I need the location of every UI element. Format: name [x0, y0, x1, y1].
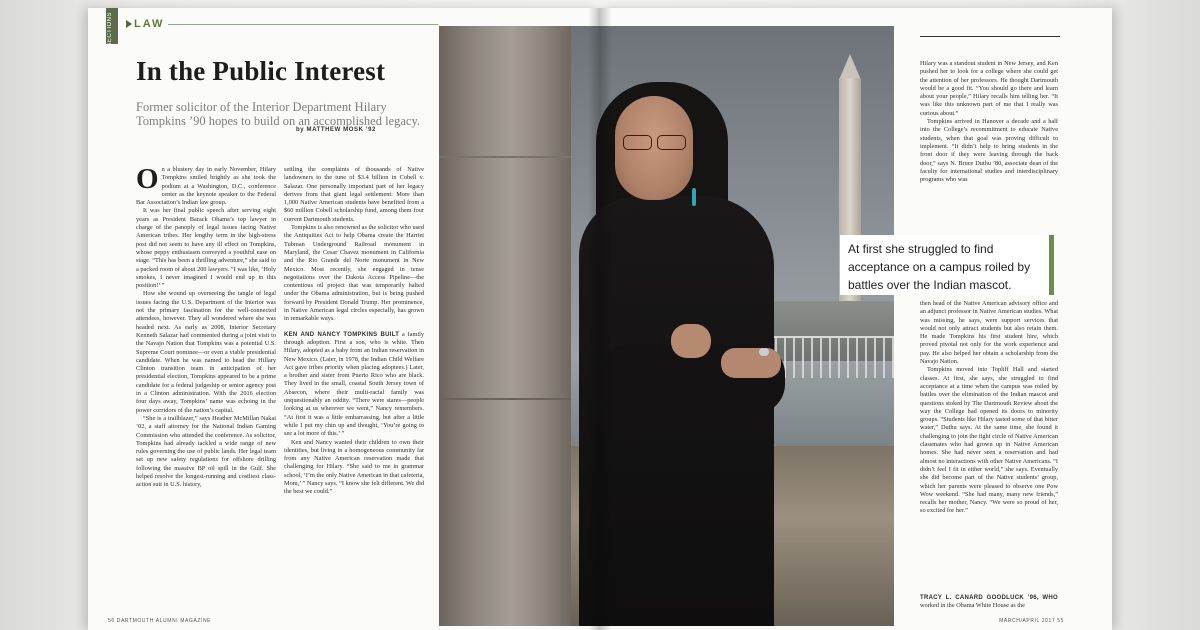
column-seam	[439, 398, 571, 400]
folio-right: MARCH/APRIL 2017 55	[999, 618, 1064, 624]
section-label: LAW	[134, 18, 165, 30]
paragraph	[284, 331, 424, 439]
paragraph: settling the complaints of thousands of Native landowners to the tune of $3.4 billion in Cobell v. Salazar. One personally important part of her legacy derives from that giant legal settlement: More than 1,000 Native American students have benefited from a $60 million Cobell scholarship fund, among them four current Dartmouth students.	[284, 166, 424, 223]
washington-monument	[839, 78, 861, 338]
headline: In the Public Interest	[136, 56, 386, 86]
paragraph-text: worked in the Obama White House as the	[920, 602, 1025, 610]
subject-hand	[671, 324, 711, 358]
paragraph: How she wound up overseeing the tangle of legal issues facing the U.S. Department of the Interior was not the primary fascination for the well-connected attendees, however. They all wondered where she was headed next. As early as 2008, Interior Secretary Kenneth Salazar had commented during a joint visit to the Navajo Nation that Tompkins was a potential U.S. Supreme Court nominee—or even a viable presidential candidate. When he was named to head the Hillary Clinton transition team in anticipation of her presidential election, Tompkins appeared to be a prime candidate for a federal judgeship or senior agency post in a Clinton administration. With the 2016 election four days away, Tompkins’ name was echoing in the power corridors of the nation’s capital.	[136, 290, 276, 414]
magazine-spread	[88, 8, 1112, 630]
paragraph: It was her final public speech after serving eight years as President Barack Obama’s top lawyer in charge of the panoply of legal issues facing Native American tribes. Her lengthy term in the high-stress post did not seem to have any ill effect on Tompkins, whose peppy enthusiasm conveyed a youthful ease on stage. “This has been a thrilling adventure,” she said to a packed room of about 200 lawyers. “I was like, ‘Holy smokes, I never imagined I would end up in this position!’ ”	[136, 207, 276, 290]
dropcap: O	[136, 166, 159, 195]
top-rule	[920, 36, 1060, 37]
text-column-1	[136, 166, 276, 614]
paragraph: Tompkins is also renowned as the solicitor who used the Antiquities Act to help Obama create the Harriet Tubman Underground Railroad monument in Maryland, the Cesar Chavez monument in California and the Rio Grande del Norte monument in New Mexico. Most recently, she engaged in tense negotiations over the Dakota Access Pipeline—the contentious oil project that was temporarily halted under the Obama administration, but is being pushed forward by President Donald Trump. Her prominence, in Native American legal circles especially, has grown in remarkable ways.	[284, 224, 424, 323]
text-column-3	[920, 60, 1058, 230]
pull-quote	[840, 235, 1054, 295]
stone-column	[439, 26, 571, 626]
section-arrow-icon	[126, 20, 132, 28]
column-seam	[439, 156, 571, 158]
monument-tip	[839, 54, 861, 80]
section-tab	[106, 8, 118, 47]
text-column-4	[920, 300, 1058, 562]
paragraph: Ken and Nancy wanted their children to own their identities, but living in a homogeneous community far from any Native American reservation made that challenging for Hilary. “She said to me in grammar school, ‘I’m the only Native American in that cafeteria, Mom,’ ” Nancy says. “I know she felt different. We did the best we could.”	[284, 438, 424, 496]
pull-quote-text: At first she struggled to find acceptance on a campus roiled by battles over the Indian mascot.	[848, 242, 1031, 292]
paragraph: Tompkins moved into Topliff Hall and started classes. At first, she says, she struggled to find acceptance at a time when the campus was roiled by battles over the elimination of the Indian mascot and questions stoked by The Dartmouth Review about the way the College had opened its doors to minority groups. “Students like Hilary tasted some of that bitter water,” Duthu says. At the same time, she found it challenging to join the tight circle of Native American classmates who had grown up in Native American homes. She had never seen a reservation and had almost no interactions with other Native Americans. “I didn’t feel I fit in either world,” she says. Eventually she did become part of the Native students’ group, which her parents were pleased to observe one Pow Wow weekend. “She had many, many new friends,” recalls her mother, Nancy. “We were so proud of her, so excited for her.”	[920, 366, 1058, 515]
subject-hand	[721, 348, 781, 378]
dek: Former solicitor of the Interior Department Hilary Tompkins ’90 hopes to build on an accomplished legacy.	[136, 100, 421, 128]
glasses-icon	[623, 135, 687, 149]
paragraph-text: a family through adoption. First a son, who is white. Then Hilary, adopted as a baby from an Indian reservation in New Mexico. (Later, in 1978, the Indian Child Welfare Act gave tribes priority when placing adoptees.) Later, a brother and sister from Puerto Rico who are black. They lived in the small, coastal South Jersey town of Absecon, where their multi-racial family was unquestionably an oddity. “There were stares—people looking at us wherever we went,” Nancy remembers. “At first it was a little embarrassing, but after a little while I put my chin up and thought, ‘You’re going to see a lot more of this.’ ”	[284, 330, 424, 438]
lead-caps: TRACY L. CANARD GOODLUCK ’96, WHO	[920, 595, 1058, 601]
text-column-2	[284, 166, 424, 614]
paragraph	[920, 594, 1058, 611]
turquoise-earring	[692, 188, 696, 206]
portrait-photo	[439, 26, 894, 626]
paragraph: then head of the Native American advisory office and an adjunct professor in Native American studies. What was missing, he says, were support services that would not only attract students but also retain them. He made Tompkins his first student hire, which proved pivotal not only for the work experience and pay. He also helped her obtain a scholarship from the Navajo Nation.	[920, 300, 1058, 366]
paragraph	[136, 166, 276, 207]
lead-caps: KEN AND NANCY TOMPKINS BUILT	[284, 331, 400, 338]
paragraph: Tompkins arrived in Hanover a decade and a half into the College’s recommitment to educate Native students, when that goal was proving difficult to implement. “It didn’t help to bring students in the front door if they were leaving through the back door,” says N. Bruce Duthu ’80, associate dean of the faculty for international studies and interdisciplinary programs who was	[920, 118, 1058, 184]
byline: by MATTHEW MOSK ’92	[296, 127, 376, 133]
paragraph: “She is a trailblazer,” says Heather McMillan Nakai ’02, a staff attorney for the National Indian Gaming Commission who attended the conference. As solicitor, Tompkins had already tackled a wide range of new rules governing the use of public lands. Her legal team set up new safety regulations for offshore drilling following the massive BP oil spill in the Gulf. She helped resolve the longest-running and costliest class-action suit in U.S. history,	[136, 414, 276, 489]
section-rule	[168, 24, 438, 25]
section-tab-label: SECTIONS	[107, 12, 113, 47]
folio-left: 56 DARTMOUTH ALUMNI MAGAZINE	[108, 618, 212, 624]
text-column-5	[920, 594, 1058, 622]
paragraph-text: n a blustery day in early November, Hilary Tompkins smiled brightly as she took the podium at a Washington, D.C., conference center as the keynote speaker to the Federal Bar Association’s Indian law group.	[136, 166, 276, 207]
paragraph: Hilary was a standout student in New Jersey, and Ken pushed her to look for a college where she could get the attention of her professors. He thought Dartmouth would be a good fit. “You should go there and learn about your people,” Hilary recalls him telling her. “It was like this unknown part of me that I really was curious about.”	[920, 60, 1058, 117]
ring	[759, 348, 769, 356]
